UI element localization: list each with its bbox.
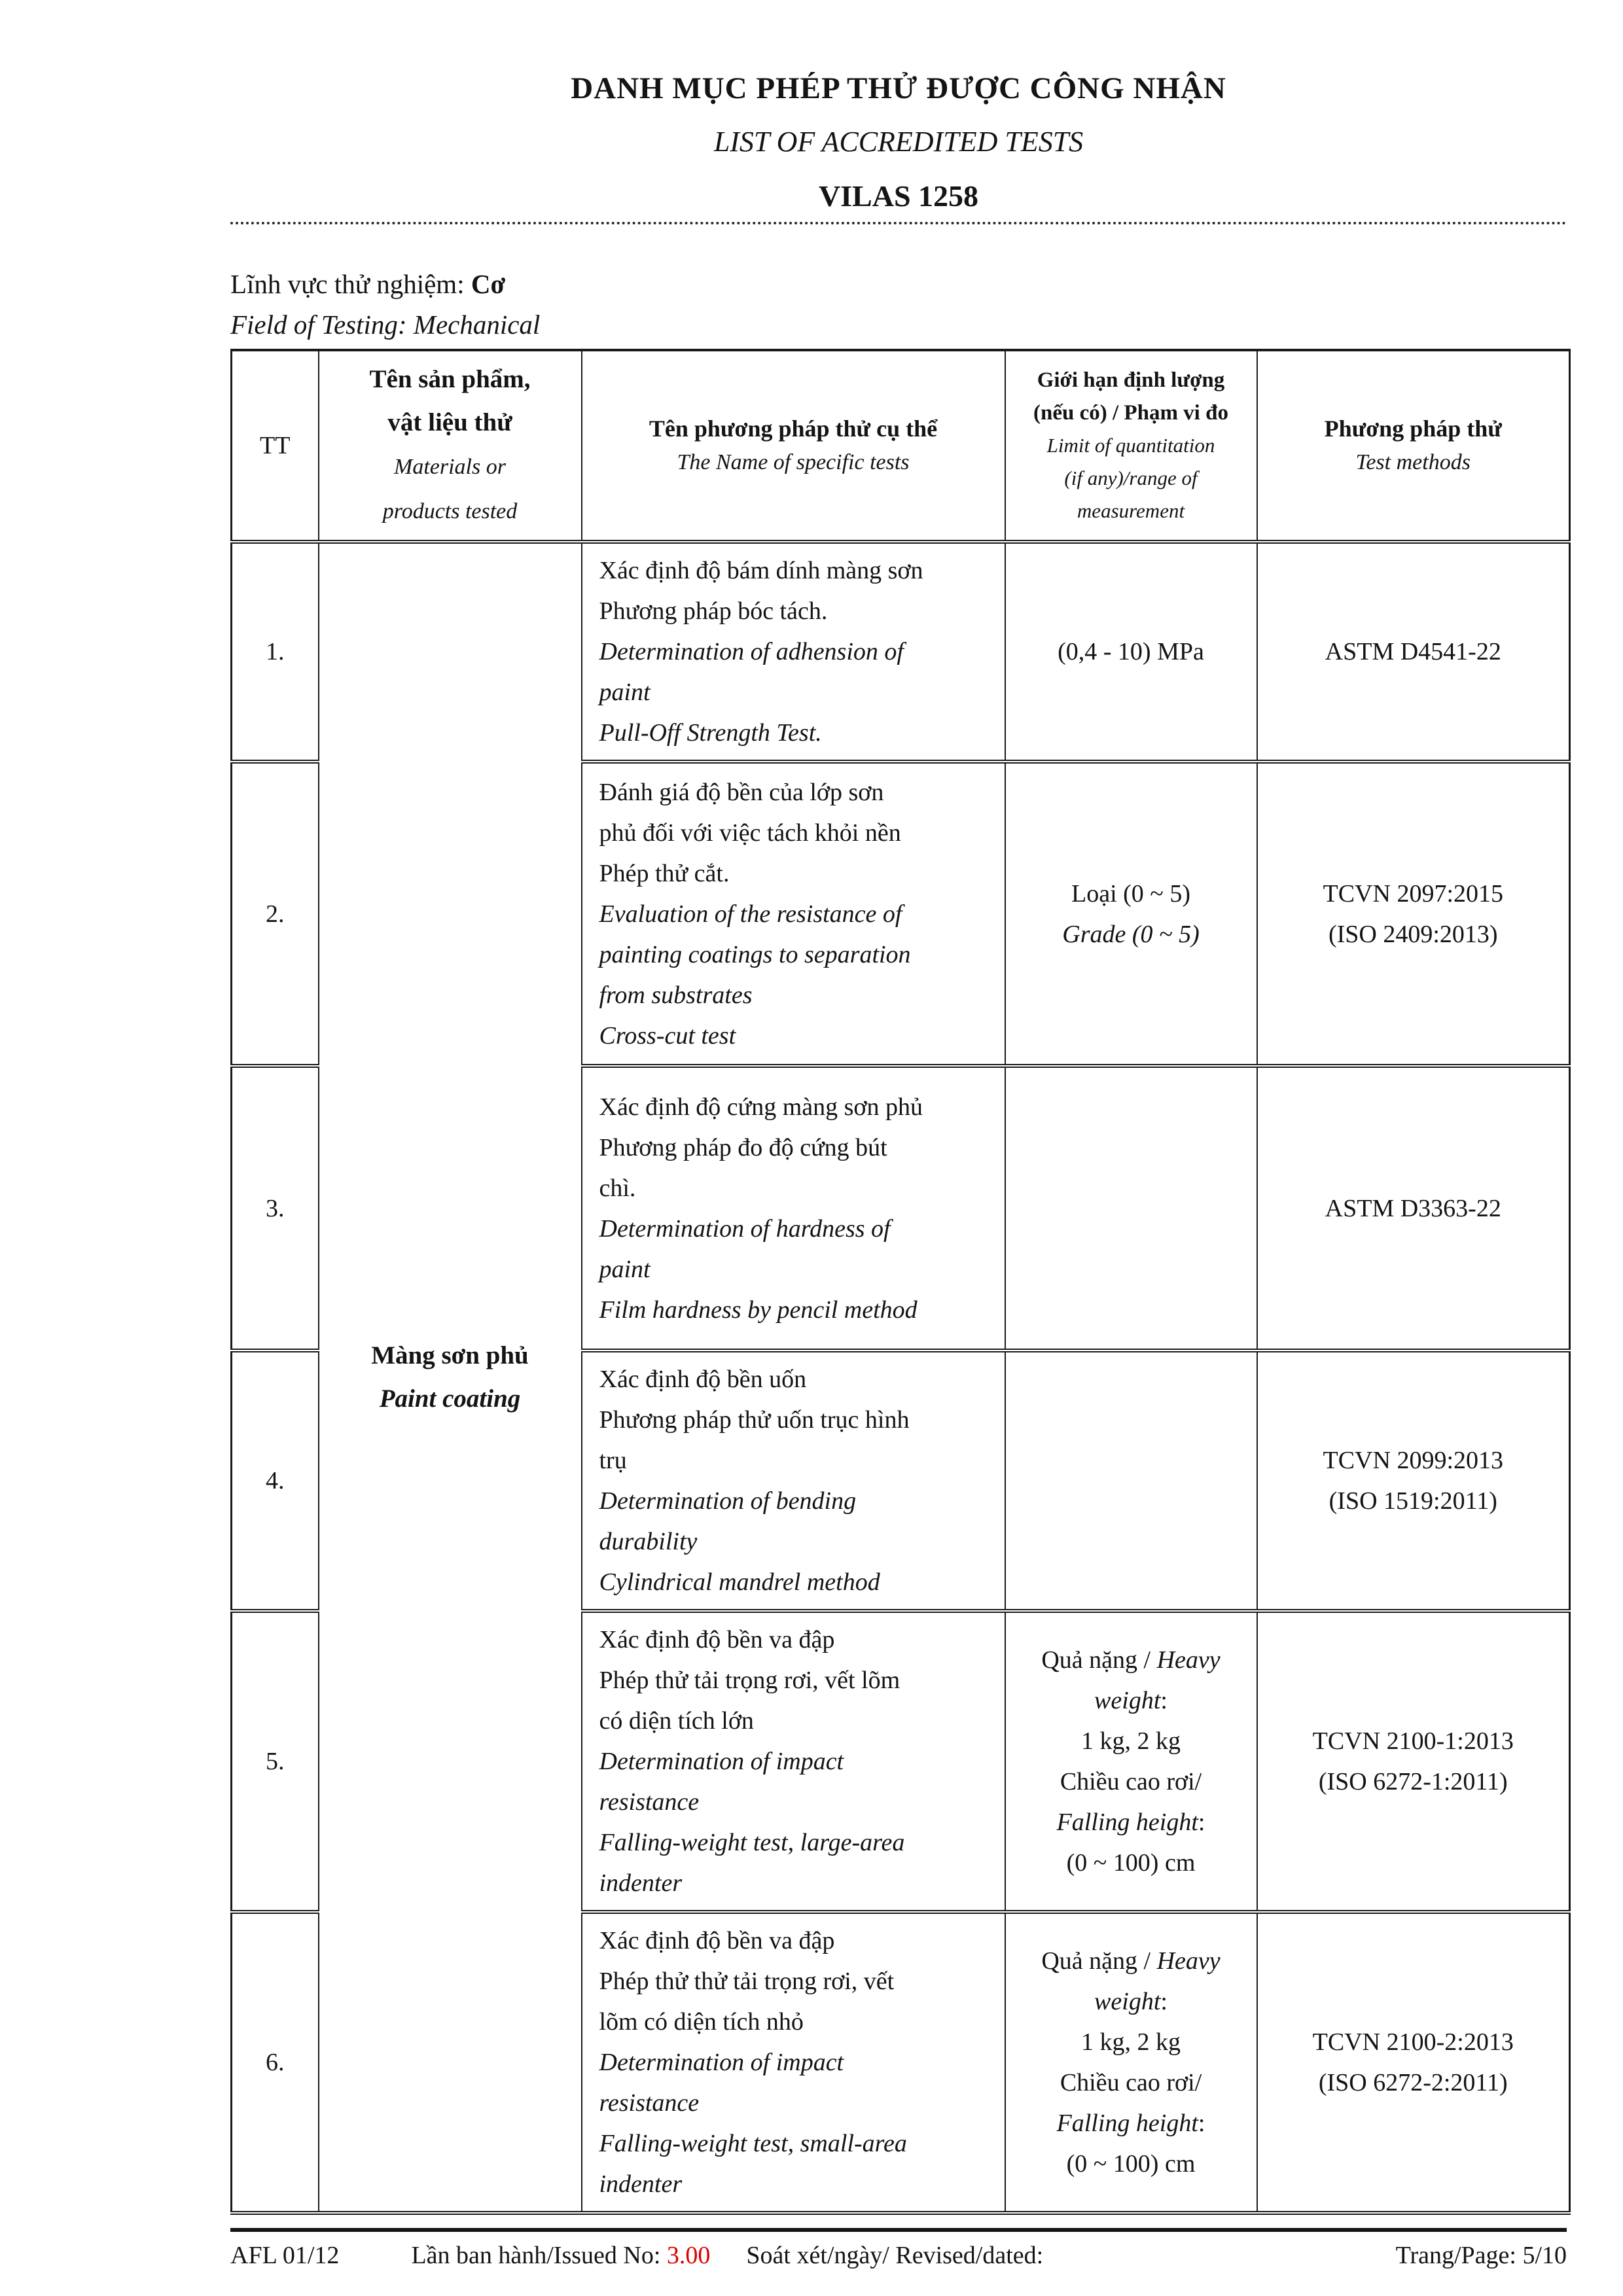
method-cell: TCVN 2100-2:2013 (ISO 6272-2:2011) xyxy=(1257,1912,1570,2213)
page-subtitle: LIST OF ACCREDITED TESTS xyxy=(713,126,1084,158)
method-cell: TCVN 2099:2013 (ISO 1519:2011) xyxy=(1257,1351,1570,1611)
col-header-method: Phương pháp thử Test methods xyxy=(1257,350,1570,542)
footer-issued xyxy=(411,2241,710,2270)
col-header-limit: Giới hạn định lượng (nếu có) / Phạm vi đo Limit of quantitation (if any)/range of measurement xyxy=(1005,350,1257,542)
row-number-cell: 5. xyxy=(232,1611,319,1912)
footer-issued-label: Lần ban hành/Issued No: xyxy=(411,2242,667,2269)
row-number-cell: 2. xyxy=(232,762,319,1066)
footer-doc-code: AFL 01/12 xyxy=(230,2242,340,2269)
limit-cell: Quả nặng / Heavy weight: 1 kg, 2 kg Chiều cao rơi/ Falling height: (0 ~ 100) cm xyxy=(1005,1912,1257,2213)
col-header-tt: TT xyxy=(232,350,319,542)
method-cell: TCVN 2097:2015 (ISO 2409:2013) xyxy=(1257,762,1570,1066)
limit-cell xyxy=(1005,1351,1257,1611)
method-cell: TCVN 2100-1:2013 (ISO 6272-1:2011) xyxy=(1257,1611,1570,1912)
material-group-cell: Màng sơn phủ Paint coating xyxy=(319,542,582,2213)
row-number-cell: 3. xyxy=(232,1066,319,1351)
limit-cell xyxy=(1005,1066,1257,1351)
field-of-testing-vi xyxy=(230,264,1567,304)
footer-divider xyxy=(230,2228,1567,2232)
test-name-cell: Xác định độ bám dính màng sơn Phương pháp bóc tách. Determination of adhension of paint Pull-Off Strength Test. xyxy=(582,542,1005,762)
test-name-cell: Xác định độ bền uốn Phương pháp thử uốn trục hình trụ Determination of bending durability Cylindrical mandrel method xyxy=(582,1351,1005,1611)
page-title: DANH MỤC PHÉP THỬ ĐƯỢC CÔNG NHẬN xyxy=(571,71,1226,105)
field-label: Lĩnh vực thử nghiệm: xyxy=(230,269,471,299)
table-row xyxy=(232,542,1570,762)
method-cell: ASTM D4541-22 xyxy=(1257,542,1570,762)
field-value: Cơ xyxy=(471,269,506,299)
page-footer xyxy=(230,2241,1567,2270)
header-divider xyxy=(230,222,1567,224)
col-header-test-name: Tên phương pháp thử cụ thể The Name of specific tests xyxy=(582,350,1005,542)
footer-issued-value: 3.00 xyxy=(666,2242,711,2269)
row-number-cell: 6. xyxy=(232,1912,319,2213)
limit-cell: Quả nặng / Heavy weight: 1 kg, 2 kg Chiều cao rơi/ Falling height: (0 ~ 100) cm xyxy=(1005,1611,1257,1912)
limit-cell: (0,4 - 10) MPa xyxy=(1005,542,1257,762)
document-page xyxy=(230,0,1567,2270)
vilas-number: VILAS 1258 xyxy=(818,179,979,213)
row-number-cell: 1. xyxy=(232,542,319,762)
footer-revised: Soát xét/ngày/ Revised/dated: xyxy=(746,2242,1044,2269)
col-header-materials: Tên sản phẩm, vật liệu thử Materials or products tested xyxy=(319,350,582,542)
limit-cell: Loại (0 ~ 5) Grade (0 ~ 5) xyxy=(1005,762,1257,1066)
test-name-cell: Xác định độ bền va đập Phép thử thử tải trọng rơi, vết lõm có diện tích nhỏ Determination of impact resistance Falling-weight test, small-area indenter xyxy=(582,1912,1005,2213)
field-of-testing xyxy=(230,264,1567,345)
table-header-row xyxy=(232,350,1570,542)
method-cell: ASTM D3363-22 xyxy=(1257,1066,1570,1351)
accredited-tests-table xyxy=(230,349,1571,2215)
document-header xyxy=(230,0,1567,211)
test-name-cell: Xác định độ cứng màng sơn phủ Phương pháp đo độ cứng bút chì. Determination of hardness of paint Film hardness by pencil method xyxy=(582,1066,1005,1351)
footer-page-number: Trang/Page: 5/10 xyxy=(1395,2242,1567,2269)
test-name-cell: Đánh giá độ bền của lớp sơn phủ đối với việc tách khỏi nền Phép thử cắt. Evaluation of the resistance of painting coatings to separation from substrates Cross-cut test xyxy=(582,762,1005,1066)
field-of-testing-en: Field of Testing: Mechanical xyxy=(230,309,541,340)
test-name-cell: Xác định độ bền va đập Phép thử tải trọng rơi, vết lõm có diện tích lớn Determination of impact resistance Falling-weight test, large-area indenter xyxy=(582,1611,1005,1912)
row-number-cell: 4. xyxy=(232,1351,319,1611)
